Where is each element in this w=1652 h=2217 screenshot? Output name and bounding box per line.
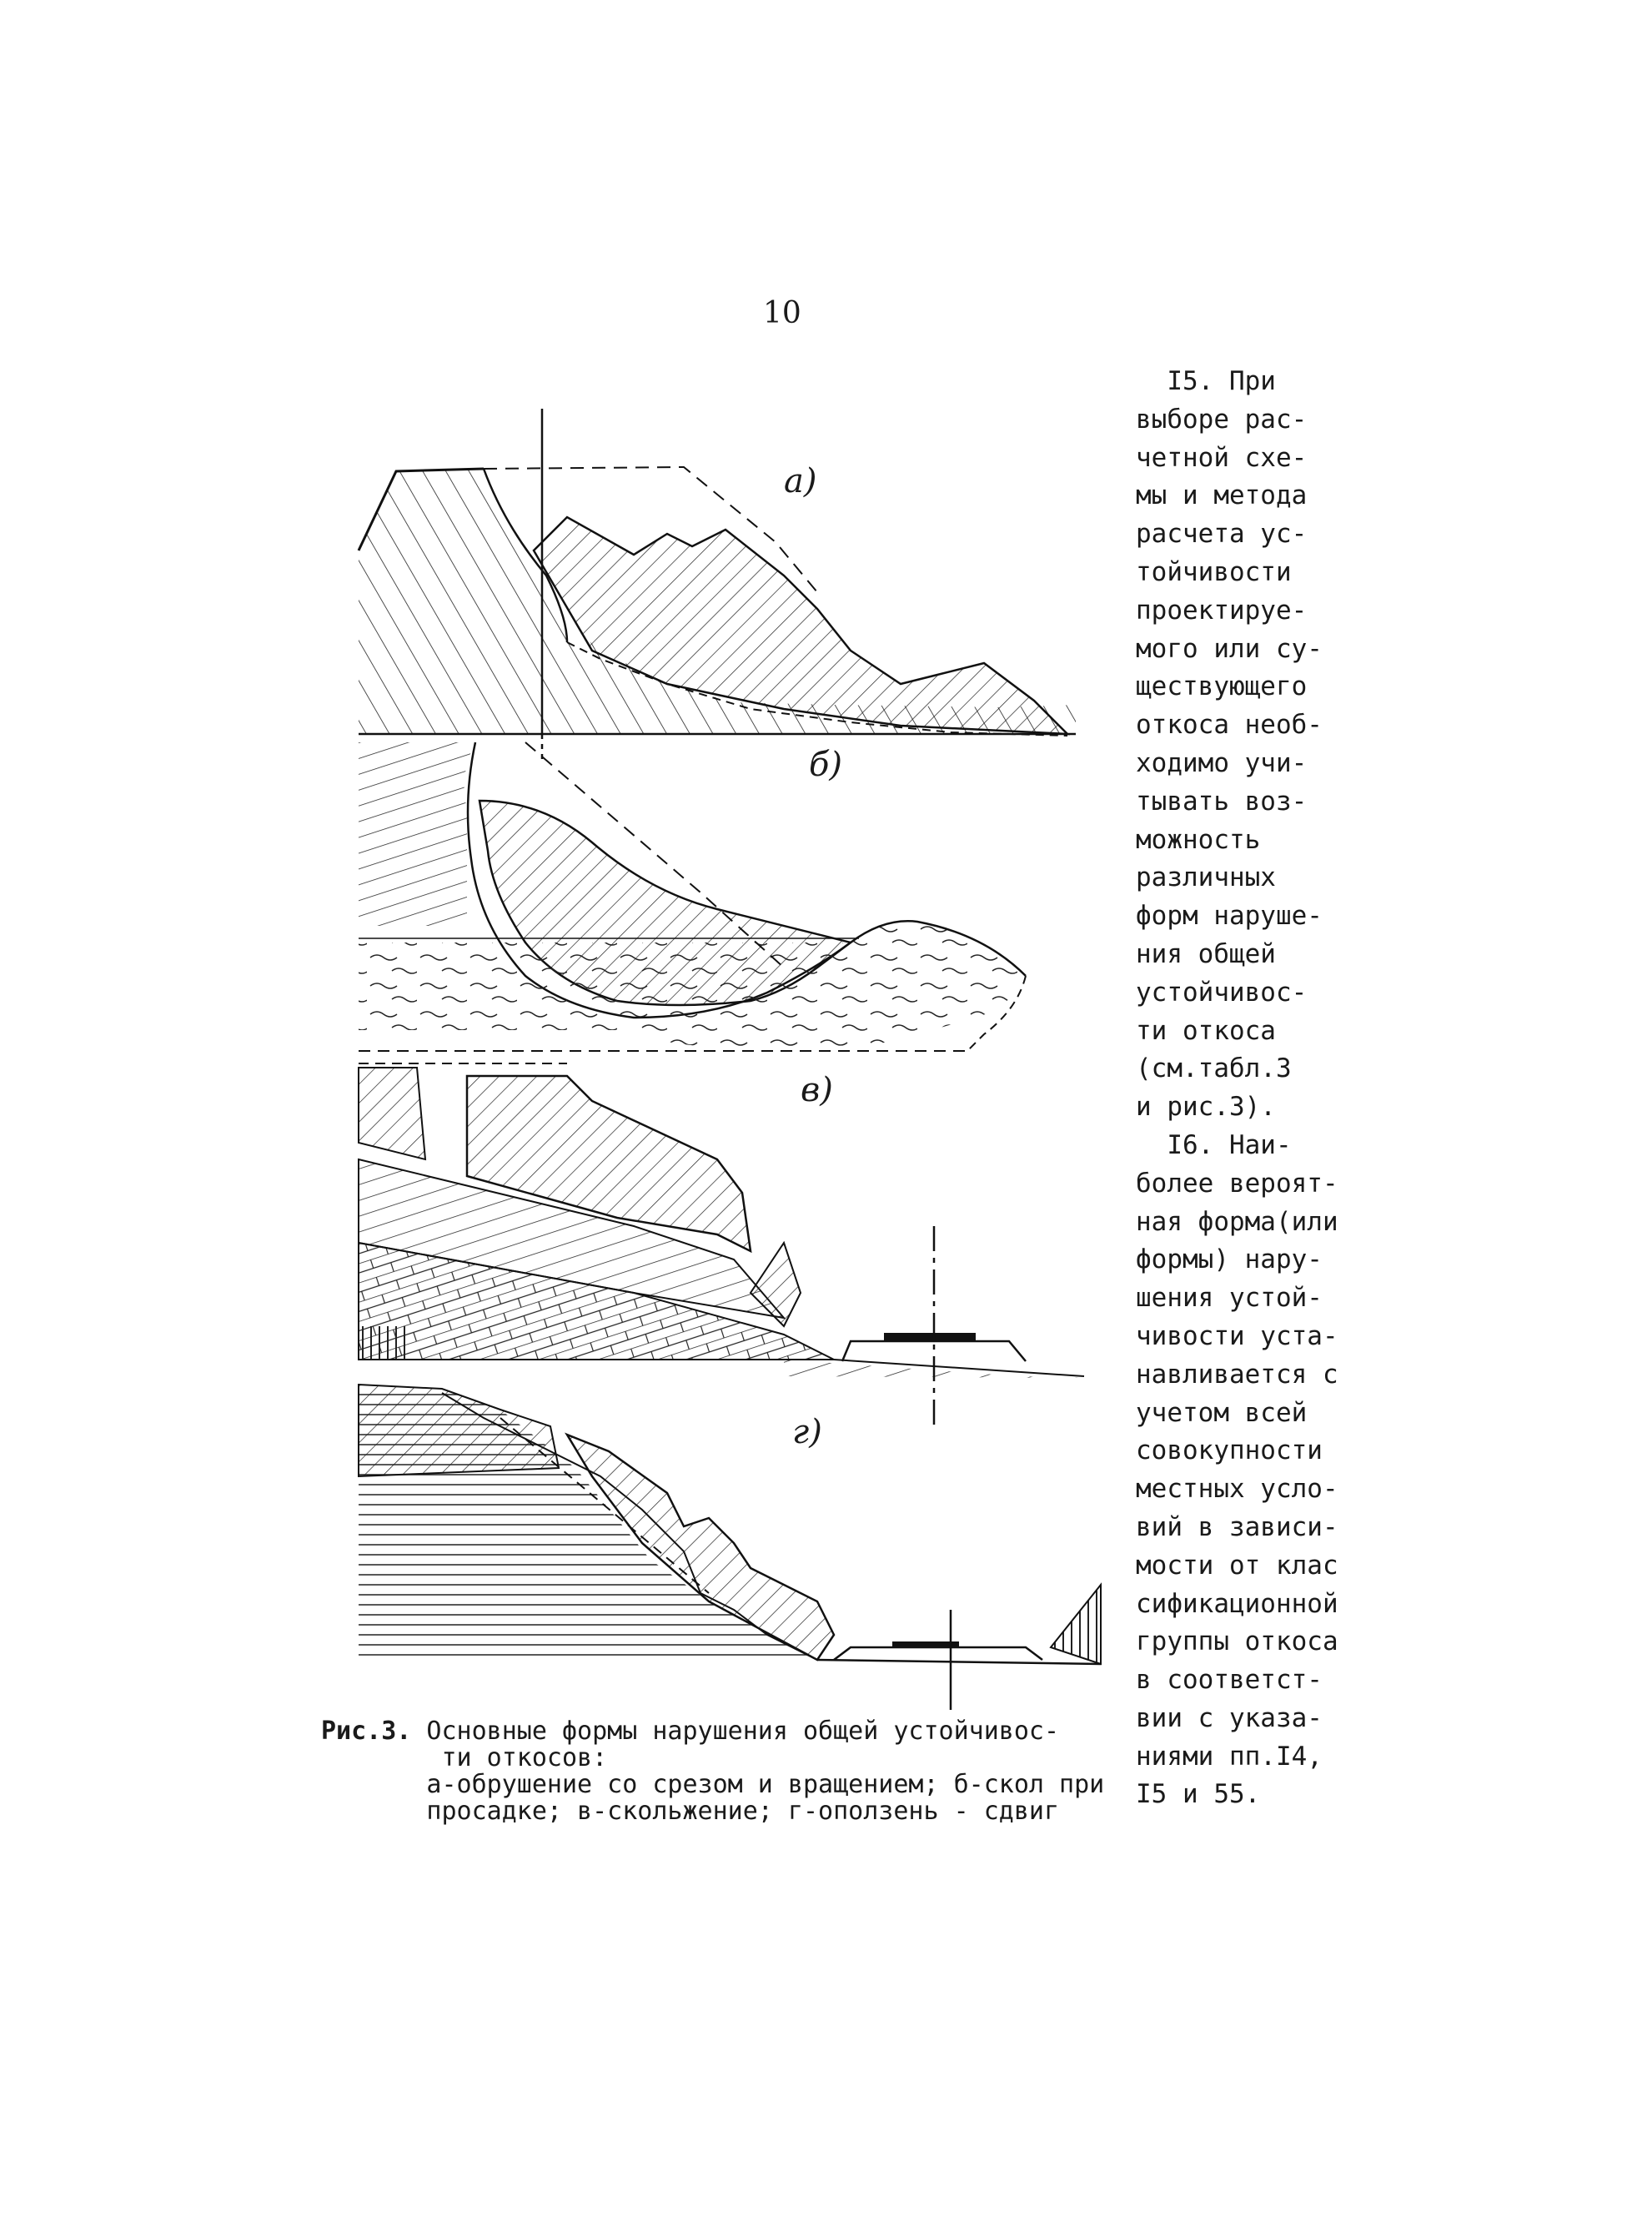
panel-g bbox=[359, 1385, 1101, 1710]
figure-drawing bbox=[317, 409, 1109, 1710]
panel-b bbox=[359, 742, 1026, 1051]
text-line: вии с указа- bbox=[1136, 1702, 1323, 1733]
text-line: местных усло- bbox=[1136, 1474, 1338, 1505]
text-line: в соответст- bbox=[1136, 1665, 1323, 1696]
text-line: вий в зависи- bbox=[1136, 1511, 1338, 1542]
text-line: тойчивости bbox=[1136, 556, 1292, 587]
text-line: можность bbox=[1136, 824, 1261, 855]
text-line: ниями пп.I4, bbox=[1136, 1741, 1323, 1772]
side-text-column bbox=[1136, 363, 1411, 1814]
text-line: (см.табл.3 bbox=[1136, 1053, 1292, 1084]
caption-title-cont: ти откосов: bbox=[321, 1743, 608, 1772]
text-line: ния общей bbox=[1136, 938, 1276, 969]
text-line: четной схе- bbox=[1136, 442, 1308, 473]
figure-slope-failure-forms bbox=[317, 409, 1109, 1710]
text-line: совокупности bbox=[1136, 1435, 1323, 1466]
panel-a-label: а) bbox=[784, 462, 817, 500]
caption-desc: просадке; в-скольжение; г-оползень - сдвиг bbox=[321, 1797, 1060, 1826]
caption-title-text: Основные формы нарушения общей устойчивос- bbox=[411, 1717, 1060, 1746]
text-line: ходимо учи- bbox=[1136, 747, 1308, 778]
text-line: устойчивос- bbox=[1136, 977, 1308, 1008]
text-line: расчета ус- bbox=[1136, 519, 1308, 550]
text-line: сификационной bbox=[1136, 1588, 1338, 1619]
text-line: ществующего bbox=[1136, 671, 1308, 702]
text-line: навливается с bbox=[1136, 1359, 1338, 1390]
panel-a bbox=[359, 409, 1076, 759]
panel-v-label: в) bbox=[801, 1071, 833, 1109]
text-line: I5 и 55. bbox=[1136, 1779, 1261, 1810]
text-line: учетом всей bbox=[1136, 1397, 1308, 1428]
text-line: формы) нару- bbox=[1136, 1244, 1323, 1275]
text-line: ти откоса bbox=[1136, 1015, 1276, 1046]
text-line: чивости уста- bbox=[1136, 1320, 1338, 1351]
caption-desc: а-обрушение со срезом и вращением; б-скол при bbox=[321, 1770, 1105, 1799]
text-line: тывать воз- bbox=[1136, 786, 1308, 817]
panel-g-label: г) bbox=[792, 1413, 822, 1451]
text-line: группы откоса bbox=[1136, 1626, 1338, 1657]
panel-b-label: б) bbox=[809, 746, 843, 784]
text-line: I5. При bbox=[1136, 366, 1276, 396]
page-number: 10 bbox=[763, 296, 801, 330]
panel-v bbox=[359, 1063, 1084, 1426]
text-line: различных bbox=[1136, 862, 1276, 893]
text-line: откоса необ- bbox=[1136, 710, 1323, 741]
text-line: мы и метода bbox=[1136, 480, 1308, 511]
text-line: выборе рас- bbox=[1136, 404, 1308, 435]
text-line: форм наруше- bbox=[1136, 901, 1323, 932]
text-line: ная форма(или bbox=[1136, 1206, 1338, 1237]
caption-title bbox=[321, 1718, 1122, 1745]
text-line: проектируе- bbox=[1136, 595, 1308, 626]
text-line: и рис.3). bbox=[1136, 1092, 1276, 1123]
text-line: более вероят- bbox=[1136, 1168, 1338, 1199]
caption-figure-ref: Рис.3. bbox=[321, 1717, 412, 1746]
text-line: шения устой- bbox=[1136, 1283, 1323, 1314]
text-line: I6. Наи- bbox=[1136, 1129, 1292, 1160]
text-line: мости от клас bbox=[1136, 1550, 1338, 1581]
text-line: мого или су- bbox=[1136, 633, 1323, 664]
figure-caption bbox=[321, 1718, 1122, 1825]
